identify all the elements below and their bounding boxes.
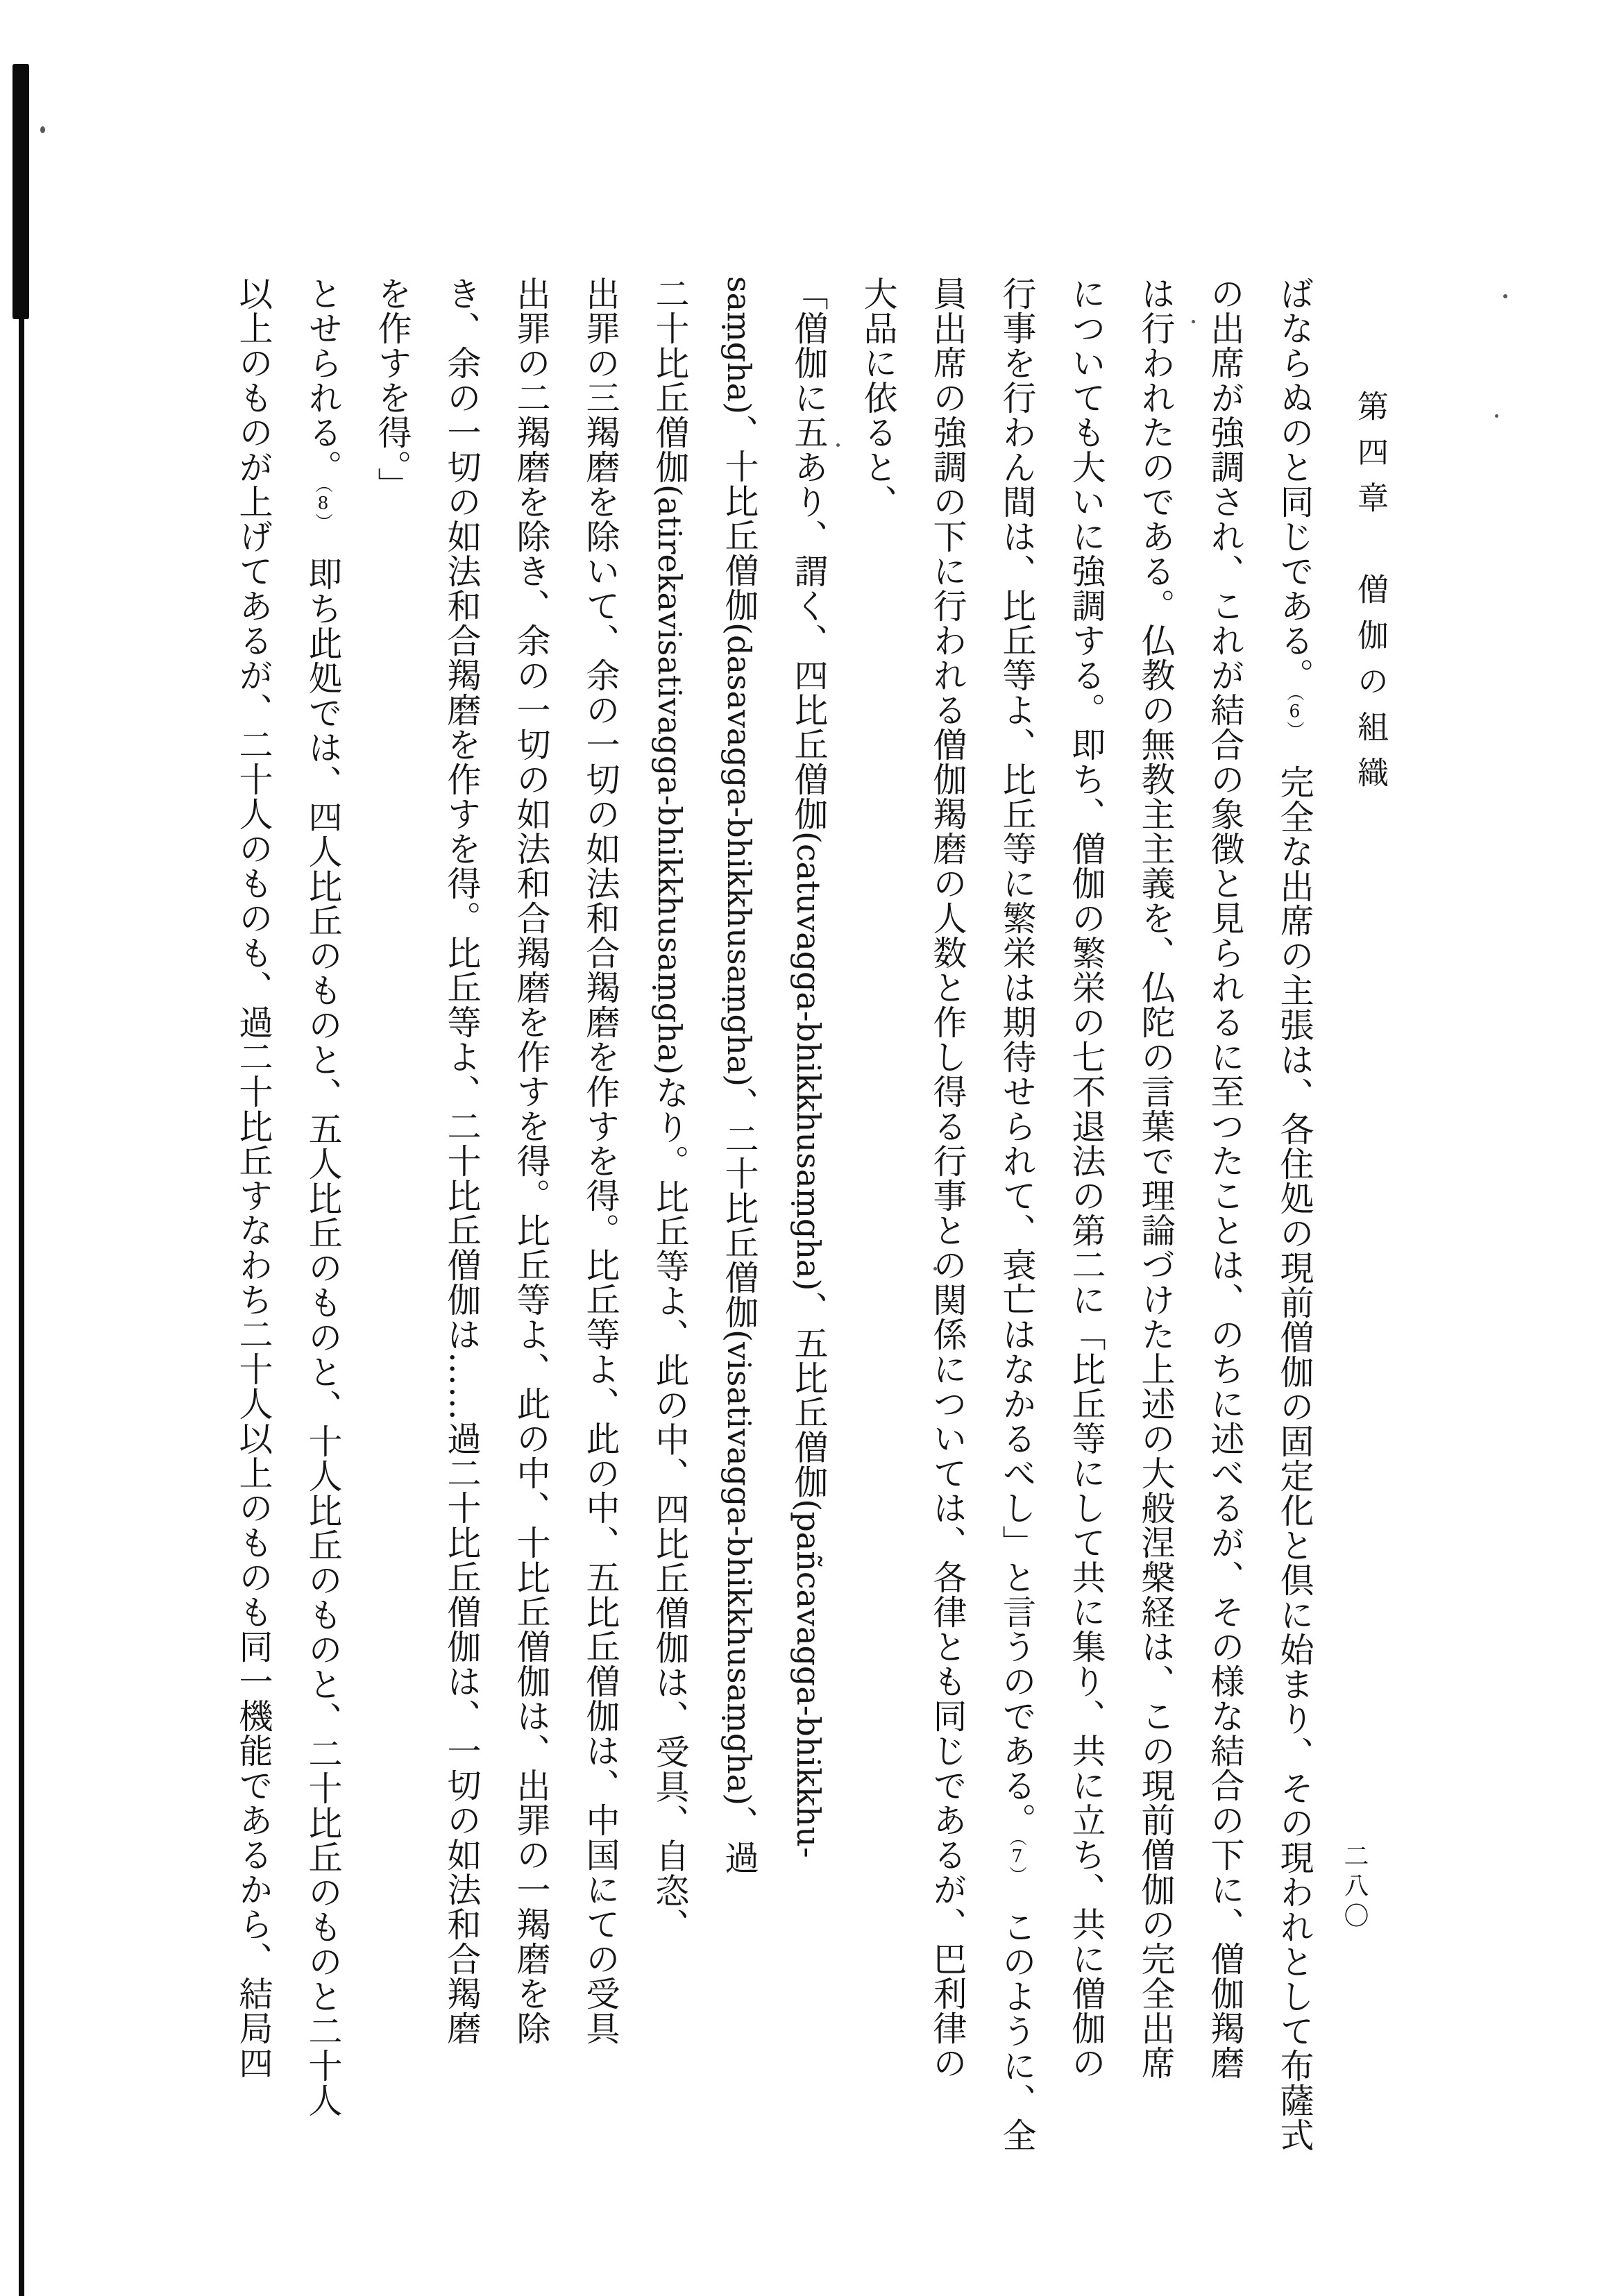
text-column bbox=[427, 276, 496, 2108]
text-run: なり。比丘等よ、此の中、四比丘僧伽は、受具、自恣、 bbox=[650, 1075, 690, 1943]
text-column bbox=[357, 276, 427, 2108]
text-block bbox=[219, 276, 1329, 2152]
pali-romanization: (atirekavisativagga-bhikkhusaṃgha) bbox=[651, 484, 688, 1075]
text-column bbox=[982, 276, 1051, 2152]
text-column bbox=[1260, 276, 1329, 2152]
pali-romanization: (pañcavagga-bhikkhu- bbox=[790, 1499, 827, 1858]
scan-artifact bbox=[12, 64, 29, 319]
text-column bbox=[774, 276, 843, 2108]
text-column bbox=[1051, 276, 1121, 2108]
text-run: 出罪の二羯磨を除き、余の一切の如法和合羯磨を作すを得。比丘等よ、此の中、十比丘僧伽は、出罪の一羯磨を除 bbox=[511, 276, 551, 2046]
text-column bbox=[704, 276, 774, 2108]
pali-romanization: (dasavagga-bhikkhusaṃgha) bbox=[720, 622, 758, 1087]
text-run: 出罪の三羯磨を除いて、余の一切の如法和合羯磨を作すを得。比丘等よ、此の中、五比丘僧伽は、中国にての受具 bbox=[581, 276, 620, 2046]
text-run: 、過 bbox=[720, 1805, 759, 1876]
text-run: このように、全 bbox=[997, 1875, 1037, 2152]
pali-romanization: (visativagga-bhikkhusaṃgha) bbox=[720, 1329, 758, 1806]
text-run: 行事を行わん間は、比丘等よ、比丘等に繁栄は期待せられて、衰亡はなかるべし」と言うのである。 bbox=[997, 276, 1037, 1837]
text-column bbox=[1190, 276, 1260, 2108]
text-column bbox=[635, 276, 704, 2108]
text-column bbox=[496, 276, 566, 2108]
pali-romanization: (catuvagga-bhikkhusaṃgha) bbox=[790, 831, 827, 1291]
text-run: 、五比丘僧伽 bbox=[789, 1291, 829, 1499]
text-run: とせられる。 bbox=[303, 276, 343, 484]
scan-artifact bbox=[19, 314, 24, 2296]
text-run: 完全な出席の主張は、各住処の現前僧伽の固定化と倶に始まり、その現われとして布薩式 bbox=[1275, 730, 1314, 2152]
text-column bbox=[1121, 276, 1190, 2108]
text-column bbox=[843, 276, 913, 2108]
text-run: の出席が強調され、これが結合の象徴と見られるに至つたことは、のちに述べるが、その様な結合の下に、僧伽羯磨 bbox=[1206, 276, 1245, 2080]
text-run: を作すを得。」 bbox=[373, 276, 412, 502]
text-column bbox=[288, 276, 357, 2118]
scan-artifact bbox=[40, 126, 45, 133]
text-run: 即ち此処では、四人比丘のものと、五人比丘のものと、十人比丘のものと、二十比丘のものと二十人 bbox=[303, 522, 343, 2118]
text-run: 、二十比丘僧伽 bbox=[720, 1087, 759, 1330]
scan-artifact bbox=[1503, 294, 1507, 298]
footnote-marker: （7） bbox=[1007, 1837, 1027, 1875]
footnote-marker: （6） bbox=[1285, 692, 1305, 730]
pali-romanization: saṃgha) bbox=[720, 276, 758, 415]
text-run: 二十比丘僧伽 bbox=[650, 276, 690, 484]
text-run: 以上のものが上げてあるが、二十人のものも、過二十比丘すなわち二十人以上のものも同一機能であるから、結局四 bbox=[234, 276, 273, 2080]
text-column bbox=[219, 276, 288, 2108]
text-column bbox=[566, 276, 635, 2108]
text-run: き、余の一切の如法和合羯磨を作すを得。比丘等よ、二十比丘僧伽は……過二十比丘僧伽は、一切の如法和合羯磨 bbox=[442, 276, 482, 2046]
scan-artifact bbox=[1495, 414, 1498, 418]
text-column bbox=[913, 276, 982, 2108]
text-run: 「僧伽に五あり、謂く、四比丘僧伽 bbox=[789, 276, 829, 831]
text-run: ばならぬのと同じである。 bbox=[1275, 276, 1314, 692]
page-number: 二八〇 bbox=[1340, 1843, 1369, 1932]
text-run: 大品に依ると、 bbox=[858, 276, 898, 519]
footnote-marker: （8） bbox=[313, 484, 333, 522]
text-run: についても大いに強調する。即ち、僧伽の繁栄の七不退法の第二に「比丘等にして共に集り、共に立ち、共に僧伽の bbox=[1067, 276, 1106, 2080]
text-run: 員出席の強調の下に行われる僧伽羯磨の人数と作し得る行事との関係については、各律とも同じであるが、巴利律の bbox=[928, 276, 967, 2080]
chapter-running-head: 第四章 僧伽の組織 bbox=[1352, 390, 1389, 802]
text-run: 、十比丘僧伽 bbox=[720, 414, 759, 623]
text-run: は行われたのである。仏教の無教主主義を、仏陀の言葉で理論づけた上述の大般涅槃経は、この現前僧伽の完全出席 bbox=[1136, 276, 1176, 2080]
